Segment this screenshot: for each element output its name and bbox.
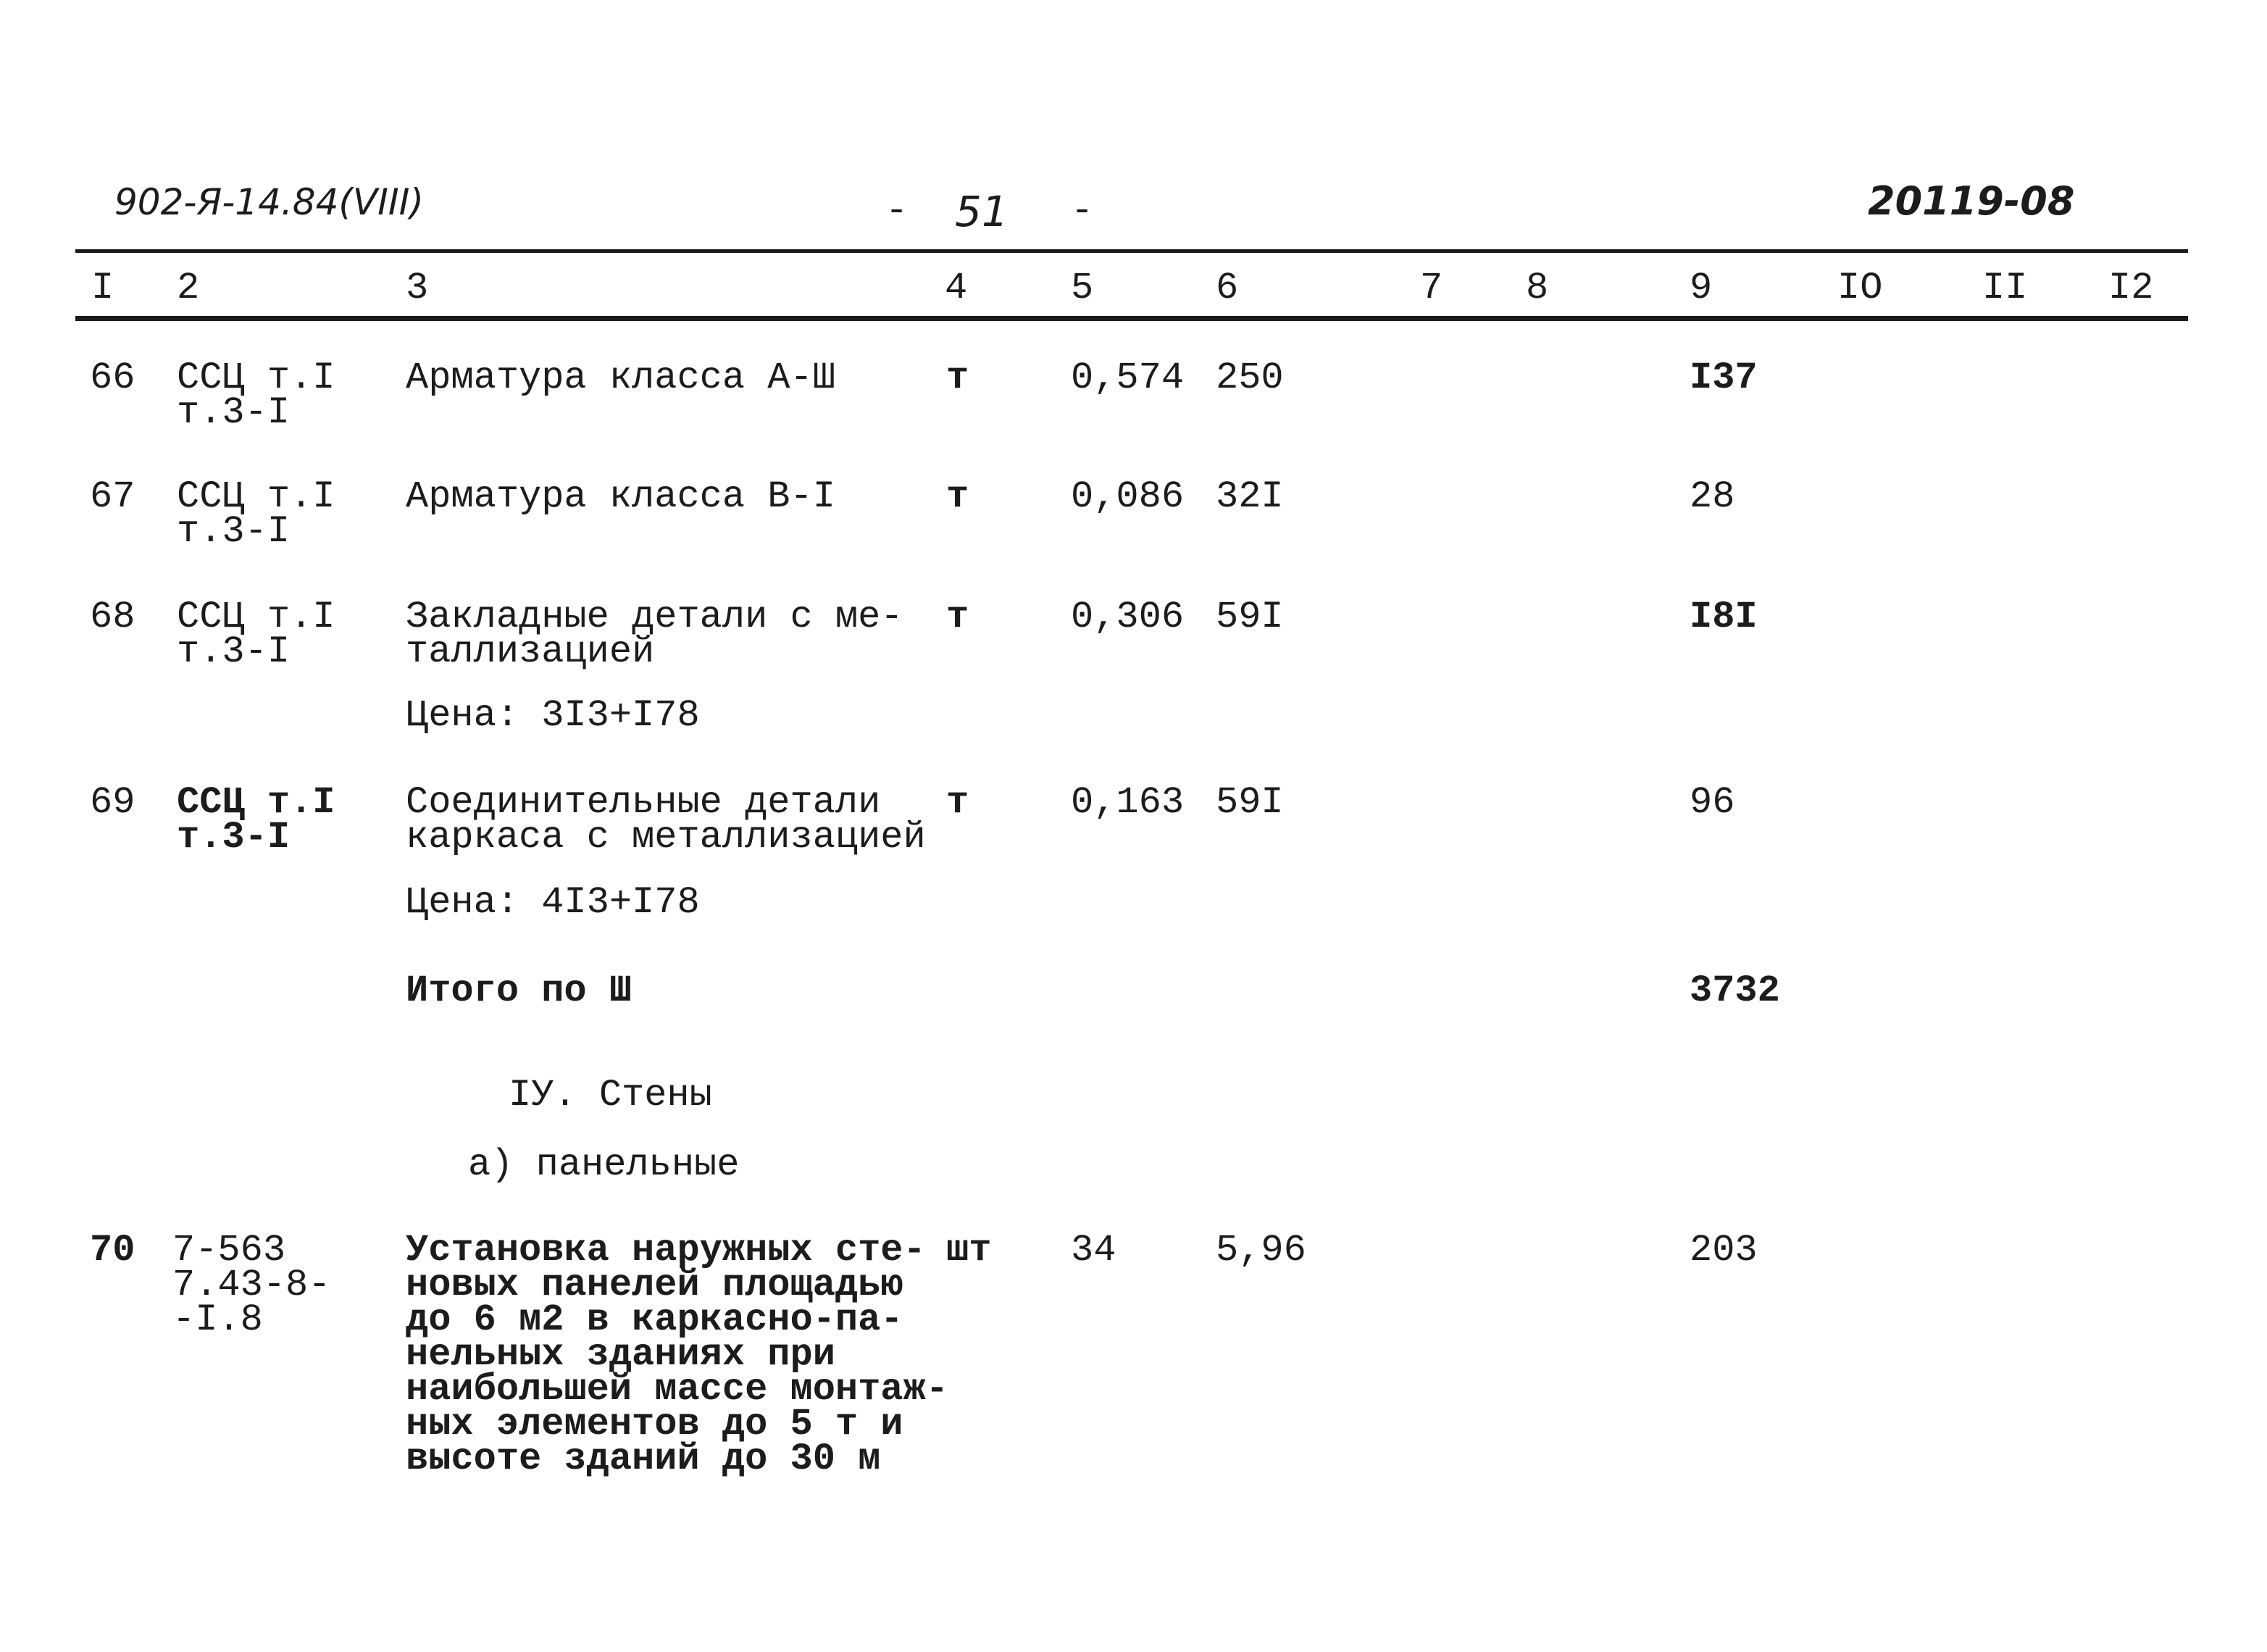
row-69-code: ССЦ т.I т.3-I xyxy=(177,781,335,859)
column-header-12: I2 xyxy=(2108,267,2154,309)
column-header-6: 6 xyxy=(1216,267,1239,309)
row-68-price-note: Цена: 3I3+I78 xyxy=(406,694,700,737)
row-66-unit: т xyxy=(946,356,969,399)
row-67-unit-price: 32I xyxy=(1216,475,1284,518)
row-70-number: 70 xyxy=(90,1229,135,1272)
row-70-total: 203 xyxy=(1690,1229,1758,1272)
row-66-number: 66 xyxy=(90,356,135,399)
row-68-unit-price: 59I xyxy=(1216,596,1284,638)
row-68-unit: т xyxy=(946,596,969,638)
column-header-11: II xyxy=(1982,267,2028,309)
row-66-quantity: 0,574 xyxy=(1071,356,1185,399)
row-67-number: 67 xyxy=(90,475,135,518)
top-rule xyxy=(75,249,2188,253)
row-66-total: I37 xyxy=(1690,356,1758,399)
row-68-description: Закладные детали с ме- таллизацией xyxy=(406,596,903,673)
row-69-description: Соединительные детали каркаса с металлизацией xyxy=(406,781,926,859)
page-number-suffix: - xyxy=(1071,190,1094,233)
row-68-quantity: 0,306 xyxy=(1071,596,1185,638)
column-header-8: 8 xyxy=(1526,267,1549,309)
row-69-quantity: 0,163 xyxy=(1071,781,1185,824)
document-number: 20119-08 xyxy=(1868,178,2075,224)
column-header-3: 3 xyxy=(406,267,429,309)
row-69-unit-price: 59I xyxy=(1216,781,1284,824)
row-66-description: Арматура класса А-Ш xyxy=(406,356,835,399)
row-67-description: Арматура класса В-I xyxy=(406,475,835,518)
column-header-7: 7 xyxy=(1420,267,1443,309)
row-68-total: I8I xyxy=(1690,596,1758,638)
column-header-2: 2 xyxy=(177,267,200,309)
row-70-description: Установка наружных сте- новых панелей площадью до 6 м2 в каркасно-па- нельных зданиях при наибольшей массе монтаж- ных элементов до 5 т и высоте зданий до 30 м xyxy=(406,1229,948,1480)
row-69-number: 69 xyxy=(90,781,135,824)
row-70-unit: шт xyxy=(946,1229,992,1272)
page-number-prefix: - xyxy=(885,190,909,233)
row-66-unit-price: 250 xyxy=(1216,356,1284,399)
subtotal-value: 3732 xyxy=(1690,969,1780,1012)
row-69-unit: т xyxy=(946,781,969,824)
section-title: IУ. Стены xyxy=(509,1074,712,1117)
row-69-total: 96 xyxy=(1690,781,1735,824)
column-header-4: 4 xyxy=(945,267,968,309)
column-header-1: I xyxy=(91,267,114,309)
row-70-unit-price: 5,96 xyxy=(1216,1229,1306,1272)
column-header-9: 9 xyxy=(1690,267,1713,309)
row-68-code: ССЦ т.I т.3-I xyxy=(177,596,335,673)
row-67-total: 28 xyxy=(1690,475,1735,518)
row-67-unit: т xyxy=(946,475,969,518)
row-70-quantity: 34 xyxy=(1071,1229,1116,1272)
document-code: 902-Я-14.84(VIII) xyxy=(114,181,424,223)
row-69-price-note: Цена: 4I3+I78 xyxy=(406,881,700,924)
row-67-quantity: 0,086 xyxy=(1071,475,1185,518)
row-67-code: ССЦ т.I т.3-I xyxy=(177,475,335,553)
subtotal-label: Итого по Ш xyxy=(406,969,632,1012)
page-number: 51 xyxy=(955,187,1009,236)
column-header-10: IO xyxy=(1837,267,1883,309)
row-68-number: 68 xyxy=(90,596,135,638)
header-bottom-rule xyxy=(75,316,2188,321)
row-70-code: 7-563 7.43-8- -I.8 xyxy=(172,1229,331,1341)
row-66-code: ССЦ т.I т.3-I xyxy=(177,356,335,434)
section-subtitle: а) панельные xyxy=(468,1143,740,1186)
column-header-5: 5 xyxy=(1071,267,1094,309)
